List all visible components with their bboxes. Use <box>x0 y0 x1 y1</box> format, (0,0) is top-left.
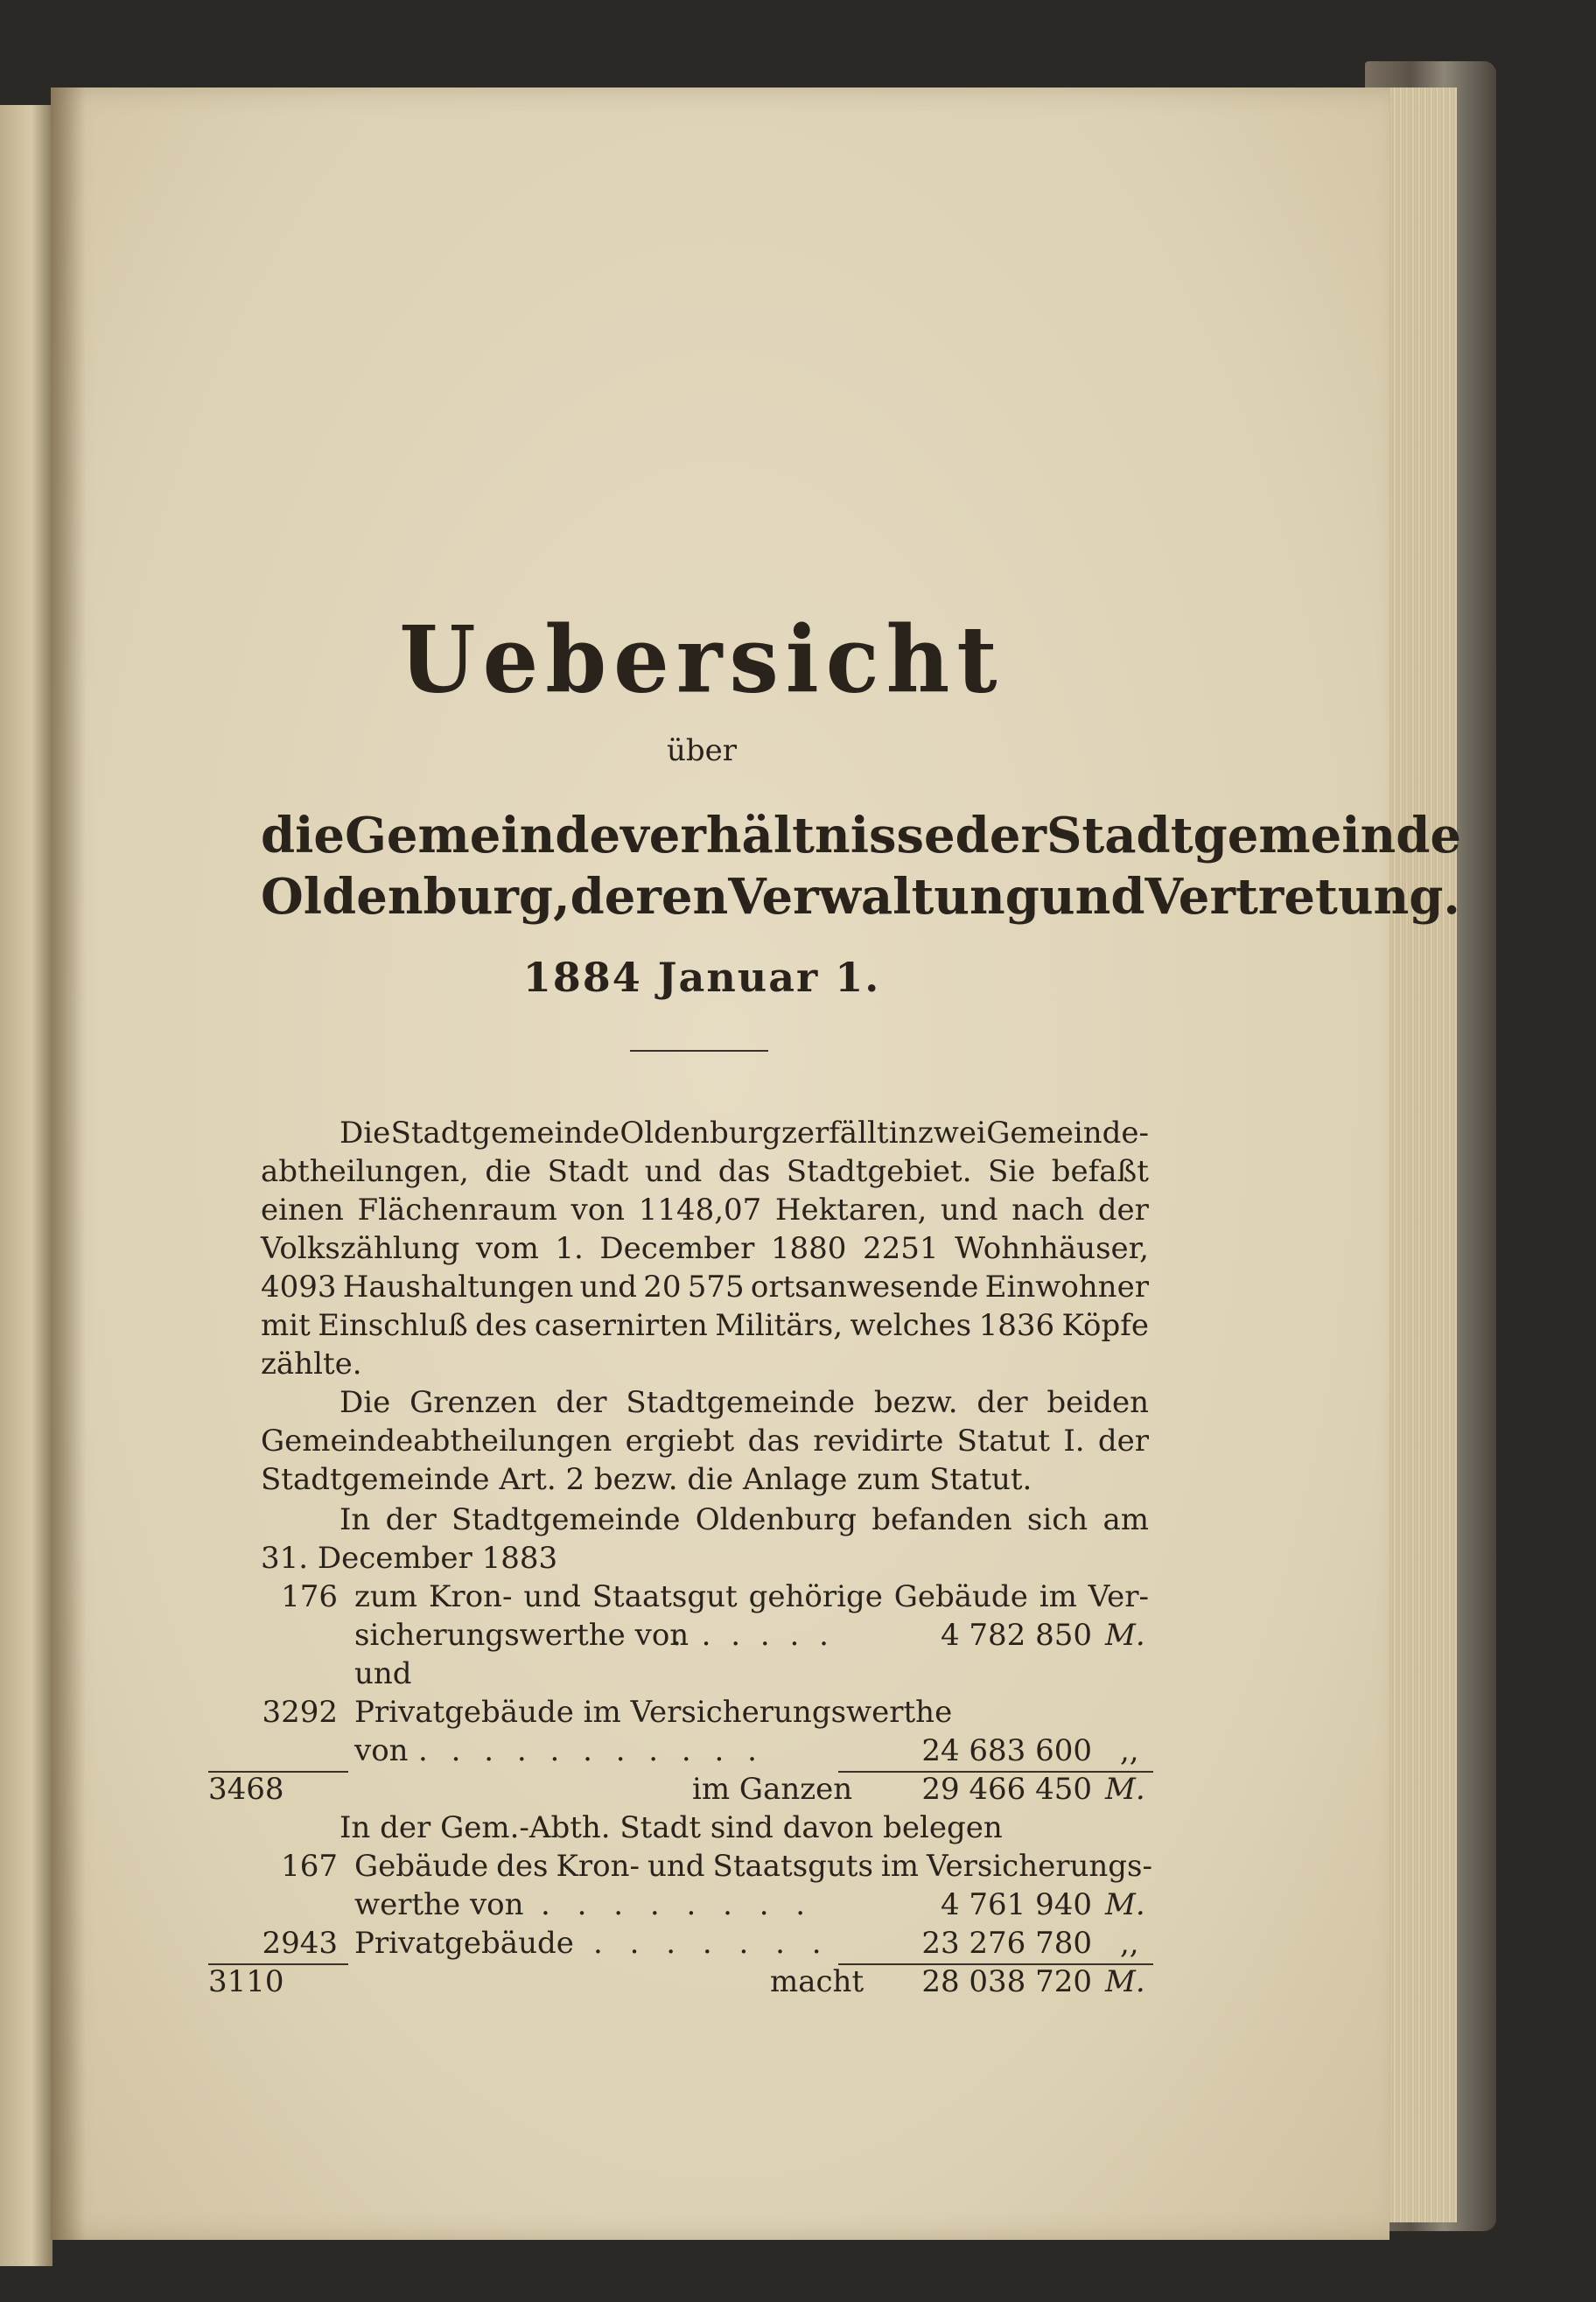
count-cell: 2943 <box>262 1926 338 1961</box>
word: sich <box>1026 1502 1088 1537</box>
word: und <box>940 1193 998 1228</box>
leader-dots: . . . . . . <box>672 1618 834 1653</box>
table-row-text <box>354 1849 1152 1884</box>
word: und <box>579 1270 638 1305</box>
divider-rule <box>630 1050 768 1052</box>
word: deren <box>570 868 729 926</box>
word: befaßt <box>1051 1154 1149 1189</box>
amount-cell: 24 683 600 <box>921 1733 1092 1768</box>
word: die <box>261 807 346 864</box>
word: Kron- <box>428 1579 513 1614</box>
word: abtheilungen, <box>261 1154 469 1189</box>
word: In <box>340 1502 371 1537</box>
word: 1836 <box>978 1308 1055 1343</box>
word: casernirten <box>534 1308 708 1343</box>
table-row-text: und <box>354 1656 412 1691</box>
unit-cell: M. <box>1105 1772 1145 1807</box>
word: Vertretung. <box>1144 868 1460 926</box>
p1-line <box>261 1231 1149 1266</box>
word: mit <box>261 1308 311 1343</box>
word: Einschluß <box>318 1308 468 1343</box>
word: I. <box>1063 1424 1085 1459</box>
word: December <box>599 1231 755 1266</box>
word: Stadtgebiet. <box>786 1154 972 1189</box>
word: befanden <box>872 1502 1012 1537</box>
word: Gemeindeabtheilungen <box>261 1424 612 1459</box>
word: Flächenraum <box>357 1193 557 1228</box>
word: Hektaren, <box>774 1193 928 1228</box>
amount-total: 29 466 450 <box>921 1772 1092 1807</box>
word: gehörige <box>748 1579 883 1614</box>
word: Gebäude <box>893 1579 1028 1614</box>
p2-line <box>261 1424 1149 1459</box>
word: 575 <box>687 1270 745 1305</box>
page <box>51 87 1462 2240</box>
table-row-text: werthe von <box>354 1887 524 1922</box>
word: nach <box>1012 1193 1085 1228</box>
word: Einwohner <box>984 1270 1149 1305</box>
p2-line <box>340 1385 1149 1420</box>
leader-dots: . . . . . . . . <box>541 1887 815 1922</box>
title-connector: über <box>666 733 738 768</box>
word: Köpfe <box>1061 1308 1149 1343</box>
word: Die <box>340 1385 391 1420</box>
leader-dots: . . . . . . . <box>593 1926 830 1961</box>
page-title: Uebersicht <box>399 605 1004 714</box>
word: Sie <box>988 1154 1036 1189</box>
word: der <box>976 1385 1028 1420</box>
word: Stadtgemeinde <box>451 1502 681 1537</box>
word: Volkszählung <box>261 1231 460 1266</box>
word: vom <box>475 1231 539 1266</box>
word: welches <box>850 1308 972 1343</box>
word: 1148,07 <box>638 1193 762 1228</box>
word: der <box>385 1502 437 1537</box>
word: des <box>496 1849 549 1884</box>
word: Militärs, <box>715 1308 844 1343</box>
word: und <box>647 1849 705 1884</box>
page-edges <box>1378 87 1457 2222</box>
word: des <box>475 1308 528 1343</box>
word: zerfällt <box>780 1116 889 1151</box>
word: Staatsgut <box>592 1579 738 1614</box>
unit-cell: M. <box>1105 1887 1145 1922</box>
count-cell: 167 <box>281 1849 338 1884</box>
gutter-shadow <box>51 87 86 2240</box>
word: Stadtgemeinde <box>1046 807 1462 864</box>
p2-last-line: Stadtgemeinde Art. 2 bezw. die Anlage zum Statut. <box>261 1462 1032 1497</box>
count-total: 3468 <box>208 1772 284 1807</box>
word: revidirte <box>813 1424 944 1459</box>
amount-total: 28 038 720 <box>921 1964 1092 1999</box>
word: Kron- <box>556 1849 640 1884</box>
word: Oldenburg <box>620 1116 781 1151</box>
word: Verwaltung <box>728 868 1040 926</box>
table-row-text: sicherungswerthe von <box>354 1618 690 1653</box>
word: und <box>644 1154 703 1189</box>
p3-line-2: 31. December 1883 <box>261 1541 558 1576</box>
word: 1. <box>555 1231 584 1266</box>
unit-cell: M. <box>1105 1964 1145 1999</box>
word: im <box>880 1849 920 1884</box>
word: der <box>556 1385 607 1420</box>
word: Statut <box>956 1424 1051 1459</box>
word: Haushaltungen <box>342 1270 574 1305</box>
leader-dots: . . . . . . . . . . . <box>418 1733 764 1768</box>
p3-line <box>340 1502 1149 1537</box>
word: 2251 <box>863 1231 939 1266</box>
count-cell: 176 <box>281 1579 338 1614</box>
p1-line <box>261 1154 1149 1189</box>
p1-last-line: zählte. <box>261 1347 362 1382</box>
word: der <box>1097 1424 1149 1459</box>
word: Staatsguts <box>712 1849 873 1884</box>
table-row-text: von <box>354 1733 409 1768</box>
word: Stadtgemeinde <box>626 1385 855 1420</box>
word: der <box>955 807 1046 864</box>
word: die <box>485 1154 532 1189</box>
word: der <box>1097 1193 1149 1228</box>
total-label: macht <box>770 1964 864 1999</box>
word: das <box>718 1154 771 1189</box>
word: 20 <box>643 1270 682 1305</box>
word: Oldenburg <box>695 1502 857 1537</box>
word: Stadtgemeinde <box>390 1116 620 1151</box>
word: einen <box>261 1193 344 1228</box>
table-row-text: Privatgebäude <box>354 1926 574 1961</box>
p1-line <box>340 1116 1149 1151</box>
amount-cell: 4 782 850 <box>940 1618 1092 1653</box>
left-page-edge <box>0 105 52 2266</box>
word: Ver- <box>1088 1579 1149 1614</box>
p4-line: In der Gem.-Abth. Stadt sind davon belegen <box>340 1810 1003 1845</box>
word: am <box>1102 1502 1149 1537</box>
word: zum <box>354 1579 418 1614</box>
word: Gemeinde- <box>986 1116 1149 1151</box>
word: zwei <box>917 1116 986 1151</box>
table-row-text <box>354 1579 1149 1614</box>
subtitle-line-1 <box>261 807 1462 864</box>
unit-cell: ,, <box>1120 1926 1139 1961</box>
word: das <box>747 1424 800 1459</box>
word: 4093 <box>261 1270 337 1305</box>
word: bezw. <box>873 1385 958 1420</box>
unit-cell: M. <box>1105 1618 1145 1653</box>
count-cell: 3292 <box>262 1695 338 1730</box>
word: Gemeindeverhältnisse <box>345 807 956 864</box>
word: und <box>1039 868 1145 926</box>
word: Gebäude <box>354 1849 489 1884</box>
p1-line <box>261 1193 1149 1228</box>
subtitle-line-2 <box>261 868 1460 926</box>
word: ergiebt <box>625 1424 735 1459</box>
date-heading: 1884 Januar 1. <box>522 954 881 1001</box>
word: Grenzen <box>410 1385 537 1420</box>
word: beiden <box>1046 1385 1149 1420</box>
word: Wohnhäuser, <box>955 1231 1149 1266</box>
unit-cell: ,, <box>1120 1733 1139 1768</box>
p1-line <box>261 1270 1149 1305</box>
word: ortsanwesende <box>750 1270 979 1305</box>
word: 1880 <box>770 1231 847 1266</box>
total-label: im Ganzen <box>692 1772 853 1807</box>
amount-cell: 23 276 780 <box>921 1926 1092 1961</box>
word: in <box>888 1116 918 1151</box>
word: im <box>1039 1579 1077 1614</box>
count-total: 3110 <box>208 1964 284 1999</box>
word: Versicherungs- <box>927 1849 1152 1884</box>
word: Oldenburg, <box>261 868 570 926</box>
p1-line <box>261 1308 1149 1343</box>
word: von <box>570 1193 626 1228</box>
amount-cell: 4 761 940 <box>940 1887 1092 1922</box>
word: und <box>523 1579 581 1614</box>
word: Stadt <box>547 1154 629 1189</box>
word: Die <box>340 1116 391 1151</box>
table-row-text: Privatgebäude im Versicherungswerthe <box>354 1695 953 1730</box>
